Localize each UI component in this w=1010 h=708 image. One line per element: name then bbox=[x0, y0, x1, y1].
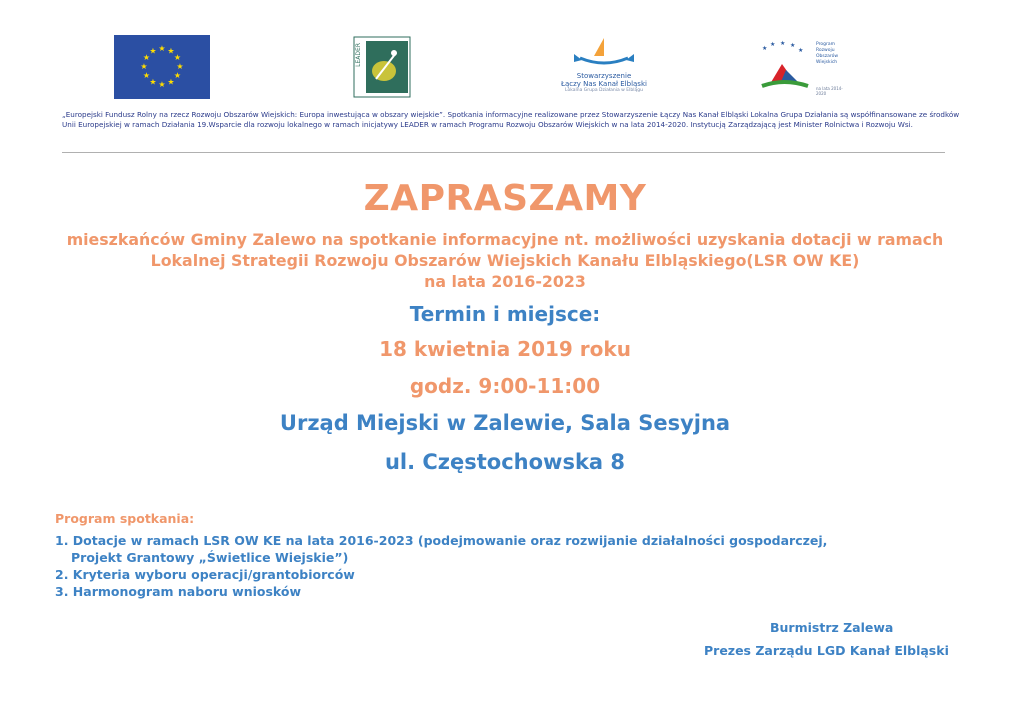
divider bbox=[62, 152, 945, 153]
subtitle-line-3: na lata 2016-2023 bbox=[424, 272, 586, 291]
eu-flag-logo bbox=[114, 35, 210, 99]
svg-text:★: ★ bbox=[167, 46, 175, 56]
svg-text:★: ★ bbox=[176, 62, 184, 71]
svg-text:★: ★ bbox=[142, 53, 151, 62]
page-title: ZAPRASZAMY bbox=[363, 178, 647, 219]
svg-text:★: ★ bbox=[158, 80, 166, 89]
subtitle-line-1: mieszkańców Gminy Zalewo na spotkanie informacyjne nt. możliwości uzyskania dotacji w ramach bbox=[66, 230, 944, 249]
prow-text: Program Rozwoju Obszarów Wiejskich bbox=[816, 42, 839, 65]
event-venue: Urząd Miejski w Zalewie, Sala Sesyjna bbox=[279, 411, 731, 435]
svg-text:★: ★ bbox=[780, 40, 786, 47]
event-address: ul. Częstochowska 8 bbox=[384, 450, 626, 474]
association-caption: Lokalna Grupa Działania w Elblągu bbox=[565, 88, 643, 93]
svg-text:★: ★ bbox=[173, 71, 182, 80]
date-place-label: Termin i miejsce: bbox=[409, 302, 601, 326]
event-date: 18 kwietnia 2019 roku bbox=[379, 337, 631, 361]
leader-text: LEADER bbox=[355, 43, 362, 67]
program-item: 3. Harmonogram naboru wniosków bbox=[55, 584, 302, 599]
program-title: Program spotkania: bbox=[55, 511, 195, 526]
svg-text:★: ★ bbox=[158, 44, 166, 53]
prow-logo bbox=[756, 38, 852, 96]
svg-text:★: ★ bbox=[167, 77, 175, 87]
invitation-subtitle bbox=[0, 229, 1010, 292]
subtitle-line-2: Lokalnej Strategii Rozwoju Obszarów Wiejskich Kanału Elbląskiego(LSR OW KE) bbox=[150, 251, 860, 270]
association-name: Stowarzyszenie bbox=[576, 72, 632, 80]
signature-lgd-president: Prezes Zarządu LGD Kanał Elbląski bbox=[704, 643, 949, 658]
svg-text:★: ★ bbox=[770, 41, 776, 48]
association-name-2: Łączy Nas Kanał Elbląski bbox=[561, 80, 647, 88]
svg-text:★: ★ bbox=[142, 71, 151, 80]
svg-text:★: ★ bbox=[790, 42, 796, 49]
svg-text:★: ★ bbox=[149, 46, 157, 56]
signature-mayor: Burmistrz Zalewa bbox=[770, 620, 894, 635]
sail-icon bbox=[560, 36, 648, 68]
svg-text:★: ★ bbox=[140, 62, 148, 71]
eu-stars-icon bbox=[114, 35, 210, 99]
event-time: godz. 9:00-11:00 bbox=[409, 374, 601, 398]
svg-text:★: ★ bbox=[149, 77, 157, 87]
prow-caption: na lata 2014-2020 bbox=[816, 86, 843, 96]
program-item: 2. Kryteria wyboru operacji/grantobiorców bbox=[55, 567, 355, 582]
svg-text:★: ★ bbox=[798, 47, 804, 54]
leader-logo bbox=[352, 35, 412, 99]
program-item: Projekt Grantowy „Świetlice Wiejskie”) bbox=[71, 550, 349, 565]
prow-emblem-icon bbox=[756, 40, 814, 94]
svg-text:★: ★ bbox=[173, 53, 182, 62]
program-item: 1. Dotacje w ramach LSR OW KE na lata 2016-2023 (podejmowanie oraz rozwijanie działalności gospodarczej, bbox=[55, 533, 828, 548]
funding-disclaimer: „Europejski Fundusz Rolny na rzecz Rozwoju Obszarów Wiejskich: Europa inwestująca w obszary wiejskie”. Spotkania informacyjne realizowane przez Stowarzyszenie Łączy Nas Kanał Elbląski Lokalna Grupa Działania są współfinansowane ze środków Unii Europejskiej w ramach Działania 19.Wsparcie dla rozwoju lokalnego w ramach inicjatywy LEADER w ramach Programu Rozwoju Obszarów Wiejskich w na lata 2014-2020. Instytucją Zarządzającą jest Minister Rolnictwa i Rozwoju Wsi. bbox=[62, 110, 960, 129]
program-list bbox=[55, 532, 827, 600]
association-logo bbox=[560, 36, 648, 100]
svg-text:★: ★ bbox=[762, 45, 768, 52]
